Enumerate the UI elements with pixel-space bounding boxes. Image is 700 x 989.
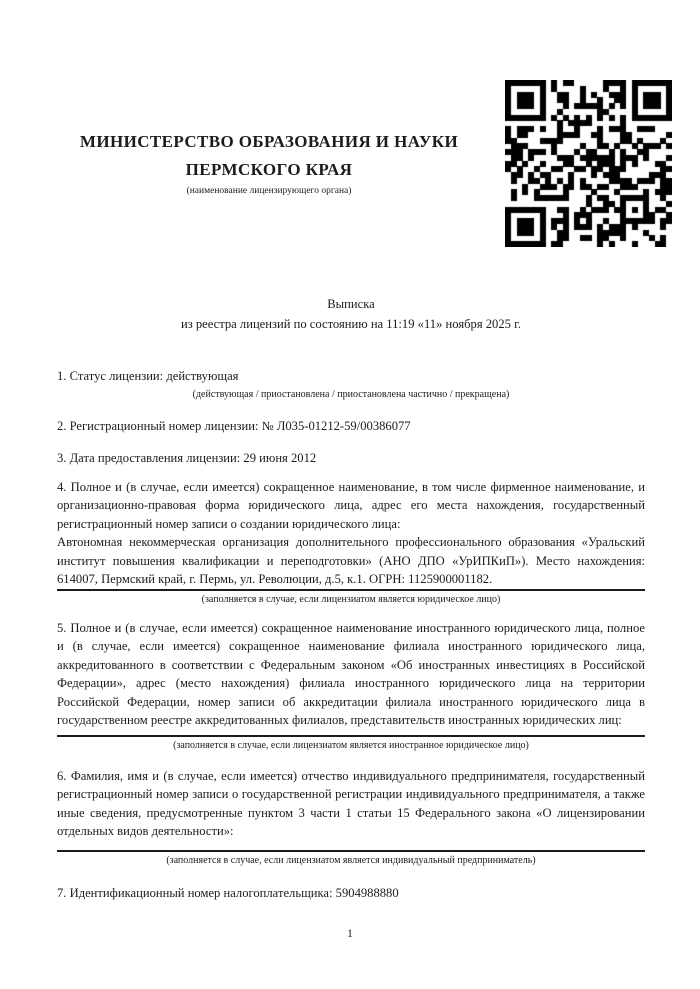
ministry-caption: (наименование лицензирующего органа) [186, 186, 352, 196]
foreign-entity-caption: (заполняется в случае, если лицензиатом является иностранное юридическое лицо) [173, 739, 529, 751]
entrepreneur-caption: (заполняется в случае, если лицензиатом является индивидуальный предприниматель) [166, 854, 536, 866]
ministry-name-line1: МИНИСТЕРСТВО ОБРАЗОВАНИЯ И НАУКИ [79, 132, 459, 151]
foreign-entity-blank-field [57, 730, 645, 737]
document-title-line2: из реестра лицензий по состоянию на 11:19 «11» ноября 2025 г. [180, 317, 521, 331]
taxpayer-id-line: 7. Идентификационный номер налогоплательщика: 5904988880 [57, 885, 399, 900]
entrepreneur-blank-field [57, 841, 645, 852]
page-number: 1 [347, 928, 353, 940]
foreign-entity-statement: 5. Полное и (в случае, если имеется) сокращенное наименование иностранного юридического лица, полное и (в случае, если имеется) сокращенное наименование филиала иностранного юридического лица, аккредитованного в соответствии с Федеральным законом «Об иностранных инвестициях в Российской Федерации», адрес (место нахождения) филиала иностранного юридического лица на территории Российской Федерации, номер записи об аккредитации филиала иностранного юридического лица в государственном реестре аккредитованных филиалов, представительств иностранных юридических лиц: [57, 620, 645, 727]
license-grant-date-line: 3. Дата предоставления лицензии: 29 июня 2012 [57, 451, 317, 465]
legal-entity-caption: (заполняется в случае, если лицензиатом является юридическое лицо) [201, 593, 501, 605]
legal-entity-value: Автономная некоммерческая организация дополнительного профессионального образования «Уральский институт повышения квалификации и переподготовки» (АНО ДПО «УрИПКиП»). Место нахождения: 614007, Пермский край, г. Пермь, ул. Революции, д.5, к.1. ОГРН: 1125900001182. [57, 533, 645, 591]
licensing-authority-header [57, 128, 481, 198]
license-status-caption: (действующая / приостановлена / приостановлена частично / прекращена) [192, 388, 510, 400]
entrepreneur-statement: 6. Фамилия, имя и (в случае, если имеется) отчество индивидуального предпринимателя, государственный регистрационный номер записи о государственной регистрации индивидуального предпринимателя, а также иные сведения, предусмотренные пунктом 3 части 1 статьи 15 Федерального закона «О лицензировании отдельных видов деятельности»: [57, 768, 645, 838]
registration-number-line: 2. Регистрационный номер лицензии: № Л035-01212-59/00386077 [57, 418, 411, 433]
ministry-name-line2: ПЕРМСКОГО КРАЯ [185, 160, 353, 179]
document-title [57, 294, 645, 334]
document-title-line1: Выписка [327, 297, 375, 311]
license-status-line: 1. Статус лицензии: действующая [57, 369, 239, 383]
document-content [57, 0, 645, 902]
legal-entity-statement: 4. Полное и (в случае, если имеется) сокращенное наименование, в том числе фирменное наименование, и организационно-правовая форма юридического лица, адрес его места нахождения, государственный регистрационный номер записи о создании юридического лица: [57, 479, 645, 531]
